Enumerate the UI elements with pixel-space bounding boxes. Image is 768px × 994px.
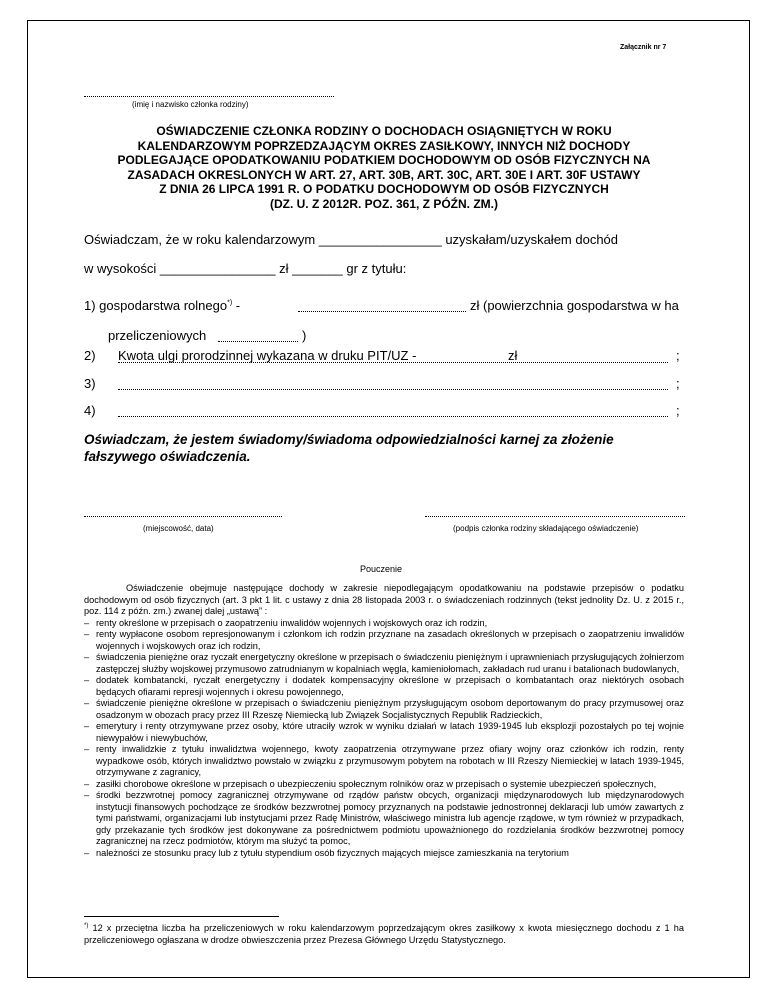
list-item: – renty określone w przepisach o zaopatrzeniu inwalidów wojennych i wojskowych oraz ich rodzin, (84, 618, 684, 630)
list-item: – zasiłki chorobowe określone w przepisach o ubezpieczeniu społecznym rolników oraz w przepisach o systemie ubezpieczeń społecznych, (84, 779, 684, 791)
instructions-intro: Oświadczenie obejmuje następujące dochody w zakresie niepodlegającym opodatkowaniu na podstawie przepisów o podatku dochodowym od osób fizycznych (art. 3 pkt 1 lit. c ustawy z dnia 28 listopada 2003 r. o świadczeniach rodzinnych (tekst jednolity Dz. U. z 2015 r., poz. 114 z późn. zm.) zwanej dalej „ustawą” : (84, 583, 684, 616)
item-3-semicolon: ; (676, 376, 680, 391)
name-signature-line (84, 96, 334, 97)
item-2-number: 2) (84, 348, 96, 363)
title-line: PODLEGAJĄCE OPODATKOWANIU PODATKIEM DOCHODOWYM OD OSÓB FIZYCZNYCH NA (117, 153, 651, 168)
responsibility-statement: Oświadczam, że jestem świadomy/świadoma odpowiedzialności karnej za złożenie fałszywego oświadczenia. (84, 432, 614, 464)
item-1-label: 1) gospodarstwa rolnego*) - (84, 298, 241, 313)
declaration-amount-line: w wysokości ________________ zł _______ gr z tytułu: (84, 261, 407, 276)
instructions-heading: Pouczenie (360, 564, 403, 574)
footnote (84, 921, 684, 946)
item-1-continuation: przeliczeniowych (108, 328, 207, 343)
place-date-caption: (miejscowość, data) (143, 524, 214, 533)
item-1-area-field[interactable] (218, 341, 298, 342)
list-item: – środki bezzwrotnej pomocy zagranicznej otrzymywane od rządów państw obcych, organizacji międzynarodowych lub międzynarodowych instytucji finansowych pochodzące ze środków bezzwrotnej pomocy przyznanych na podstawie jednostronnej deklaracji lub umów zawartych z tymi państwami, organizacjami lub instytucjami przez Radę Ministrów, właściwego ministra lub agencje rządowe, w tym również w przypadkach, gdy przekazanie tych środków jest dokonywane za pośrednictwem podmiotu upoważnionego do rozdzielania środków bezzwrotnej pomocy zagranicznej na rzecz podmiotów, którym ma służyć ta pomoc, (84, 790, 684, 848)
item-1-close: ) (302, 328, 307, 343)
item-3-field[interactable] (118, 389, 668, 390)
list-item: – renty inwalidzkie z tytułu inwalidztwa wojennego, kwoty zaopatrzenia otrzymywane przez ofiary wojny oraz członków ich rodzin, renty wypadkowe osób, których inwalidztwo powstało w związku z przymusowym pobytem na robotach w III Rzeszy Niemieckiej w latach 1939-1945, otrzymywane z zagranicy, (84, 744, 684, 779)
income-list (84, 618, 684, 860)
footnote-separator (84, 916, 279, 917)
declaration-year-line: Oświadczam, że w roku kalendarzowym _________________ uzyskałam/uzyskałem dochód (84, 232, 619, 247)
item-1-tail: zł (powierzchnia gospodarstwa w ha (470, 298, 679, 313)
name-caption: (imię i nazwisko członka rodziny) (132, 100, 249, 109)
signature-field[interactable] (425, 516, 685, 517)
title-line: ZASADACH OKRESLONYCH W ART. 27, ART. 30B, ART. 30C, ART. 30E I ART. 30F USTAWY (127, 167, 641, 182)
list-item: – świadczenie pieniężne określone w przepisach o świadczeniu pieniężnym przysługującym osobom deportowanym do pracy przymusowej oraz osadzonym w obozach pracy przez III Rzeszę Niemiecką lub Związek Socjalistycznych Republik Radzieckich, (84, 698, 684, 721)
list-item: – świadczenia pieniężne oraz ryczałt energetyczny określone w przepisach o świadczeniu pieniężnym i uprawnieniach przysługujących żołnierzom zastępczej służby wojskowej przymusowo zatrudnianym w kopalniach węgla, kamieniołomach, zakładach rud uranu i batalionach budowlanych, (84, 652, 684, 675)
title-line: OŚWIADCZENIE CZŁONKA RODZINY O DOCHODACH OSIĄGNIĘTYCH W ROKU (156, 124, 612, 138)
document-title (72, 124, 696, 212)
attachment-number: Załącznik nr 7 (620, 44, 667, 51)
title-line: (DZ. U. Z 2012R. POZ. 361, Z PÓŹN. ZM.) (269, 196, 499, 211)
list-item: – renty wypłacone osobom represjonowanym i członkom ich rodzin przyznane na zasadach określonych w przepisach o zaopatrzeniu inwalidów wojennych i wojskowych oraz ich rodzin, (84, 629, 684, 652)
place-date-field[interactable] (84, 516, 282, 517)
title-line: Z DNIA 26 LIPCA 1991 R. O PODATKU DOCHODOWYM OD OSÓB FIZYCZNYCH (159, 182, 609, 197)
item-4-field[interactable] (118, 416, 668, 417)
list-item: – dodatek kombatancki, ryczałt energetyczny i dodatek kompensacyjny określone w przepisach o kombatantach oraz niektórych osobach będących ofiarami represji wojennych i okresu powojennego, (84, 675, 684, 698)
title-line: KALENDARZOWYM POPRZEDZAJĄCYM OKRES ZASIŁKOWY, INNYCH NIŻ DOCHODY (137, 138, 631, 153)
item-3-number: 3) (84, 376, 96, 391)
item-2-currency: zł (508, 348, 518, 363)
item-1-amount-field[interactable] (298, 311, 466, 312)
signature-caption: (podpis członka rodziny składającego oświadczenie) (453, 524, 639, 533)
item-2-text: Kwota ulgi prorodzinnej wykazana w druku PIT/UZ - (118, 348, 417, 363)
item-2-semicolon: ; (676, 348, 680, 363)
item-4-semicolon: ; (676, 403, 680, 418)
item-4-number: 4) (84, 403, 96, 418)
list-item: – emerytury i renty otrzymywane przez osoby, które utraciły wzrok w wyniku działań w latach 1939-1945 lub eksplozji pozostałych po tej wojnie niewypałów i niewybuchów, (84, 721, 684, 744)
footnote-mark: *) (84, 923, 89, 929)
list-item: – należności ze stosunku pracy lub z tytułu stypendium osób fizycznych mających miejsce zamieszkania na terytorium (84, 848, 684, 860)
instructions-body (84, 583, 684, 859)
footnote-text: 12 x przeciętna liczba ha przeliczeniowych w roku kalendarzowym poprzedzającym okres zasiłkowy x kwota miesięcznego dochodu z 1 ha przeliczeniowego ogłaszana w drodze obwieszczenia przez Prezesa Głównego Urzędu Statystycznego. (84, 923, 684, 945)
